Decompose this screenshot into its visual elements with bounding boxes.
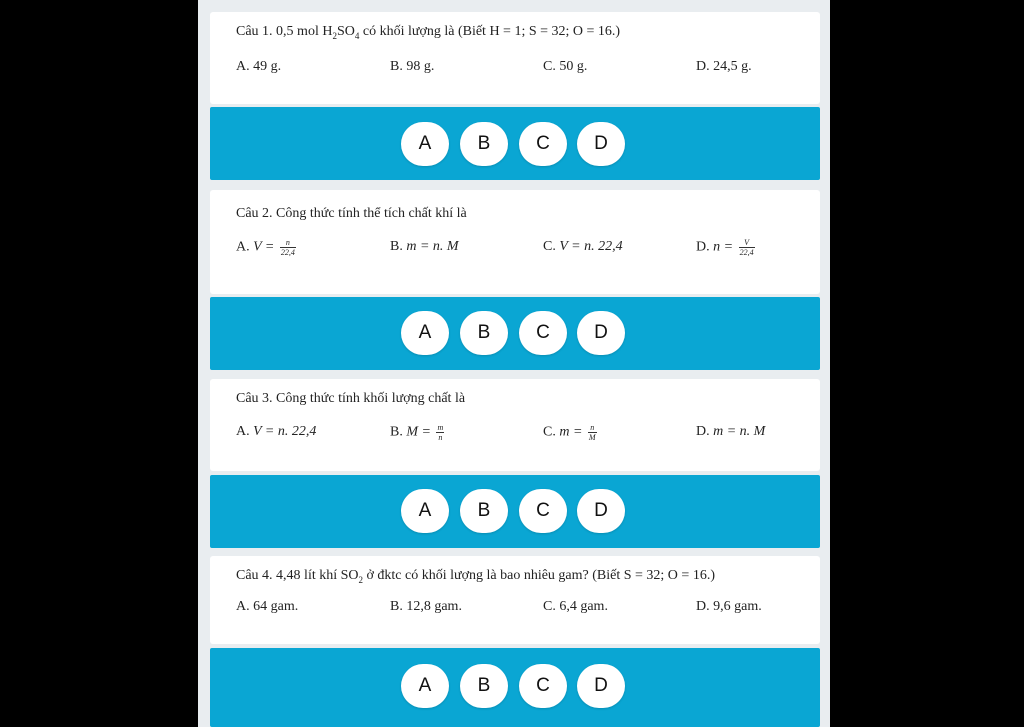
quiz-page [198,0,830,727]
answer-1-c-button[interactable]: C [519,122,567,166]
question-3-text: Câu 3. Công thức tính khối lượng chất là [236,391,466,406]
answer-3-a-button[interactable]: A [401,489,449,533]
answer-4-b-button[interactable]: B [460,664,508,708]
answer-band-3 [210,475,820,548]
question-2-option-a: A. V = $\frac{n}{22,4}$ [236,238,295,257]
answer-3-b-button[interactable]: B [460,489,508,533]
answer-2-c-button[interactable]: C [519,311,567,355]
answer-1-b-button[interactable]: B [460,122,508,166]
answer-band-4 [210,648,820,727]
question-1-option-b: B. 98 g. [390,59,435,74]
answer-1-a-button[interactable]: A [401,122,449,166]
question-2-text: Câu 2. Công thức tính thể tích chất khí là [236,206,467,221]
answer-2-b-button[interactable]: B [460,311,508,355]
question-1-text: Câu 1. 0,5 mol $H_2SO_4$ có khối lượng là (Biết H = 1; S = 32; O = 16.) [236,24,621,41]
question-4-option-b: B. 12,8 gam. [390,599,462,614]
question-4-option-d: D. 9,6 gam. [696,599,762,614]
question-4-text: Câu 4. 4,48 lít khí $SO_2$ ở đktc có khối lượng là bao nhiêu gam? (Biết S = 32; O = 16.) [236,568,715,585]
answer-2-d-button[interactable]: D [577,311,625,355]
answer-band-1 [210,107,820,180]
answer-1-d-button[interactable]: D [577,122,625,166]
answer-3-c-button[interactable]: C [519,489,567,533]
question-2-option-c: C. V = n. 22,4 [543,239,623,254]
question-card-2 [210,190,820,294]
question-card-3 [210,379,820,471]
answer-band-2 [210,297,820,370]
question-3-option-a: A. V = n. 22,4 [236,424,317,439]
answer-4-a-button[interactable]: A [401,664,449,708]
question-1-option-a: A. 49 g. [236,59,282,74]
question-4-option-c: C. 6,4 gam. [543,599,608,614]
question-card-1 [210,12,820,104]
question-3-option-b: B. M = $\frac{m}{n}$ [390,423,444,442]
answer-4-c-button[interactable]: C [519,664,567,708]
question-2-option-d: D. n = $\frac{V}{22,4}$ [696,238,754,257]
question-1-option-d: D. 24,5 g. [696,59,752,74]
question-2-option-b: B. m = n. M [390,239,459,254]
question-4-option-a: A. 64 gam. [236,599,299,614]
answer-4-d-button[interactable]: D [577,664,625,708]
question-card-4 [210,556,820,644]
answer-2-a-button[interactable]: A [401,311,449,355]
question-3-option-d: D. m = n. M [696,424,766,439]
answer-3-d-button[interactable]: D [577,489,625,533]
question-3-option-c: C. m = $\frac{n}{M}$ [543,423,596,442]
question-1-option-c: C. 50 g. [543,59,588,74]
